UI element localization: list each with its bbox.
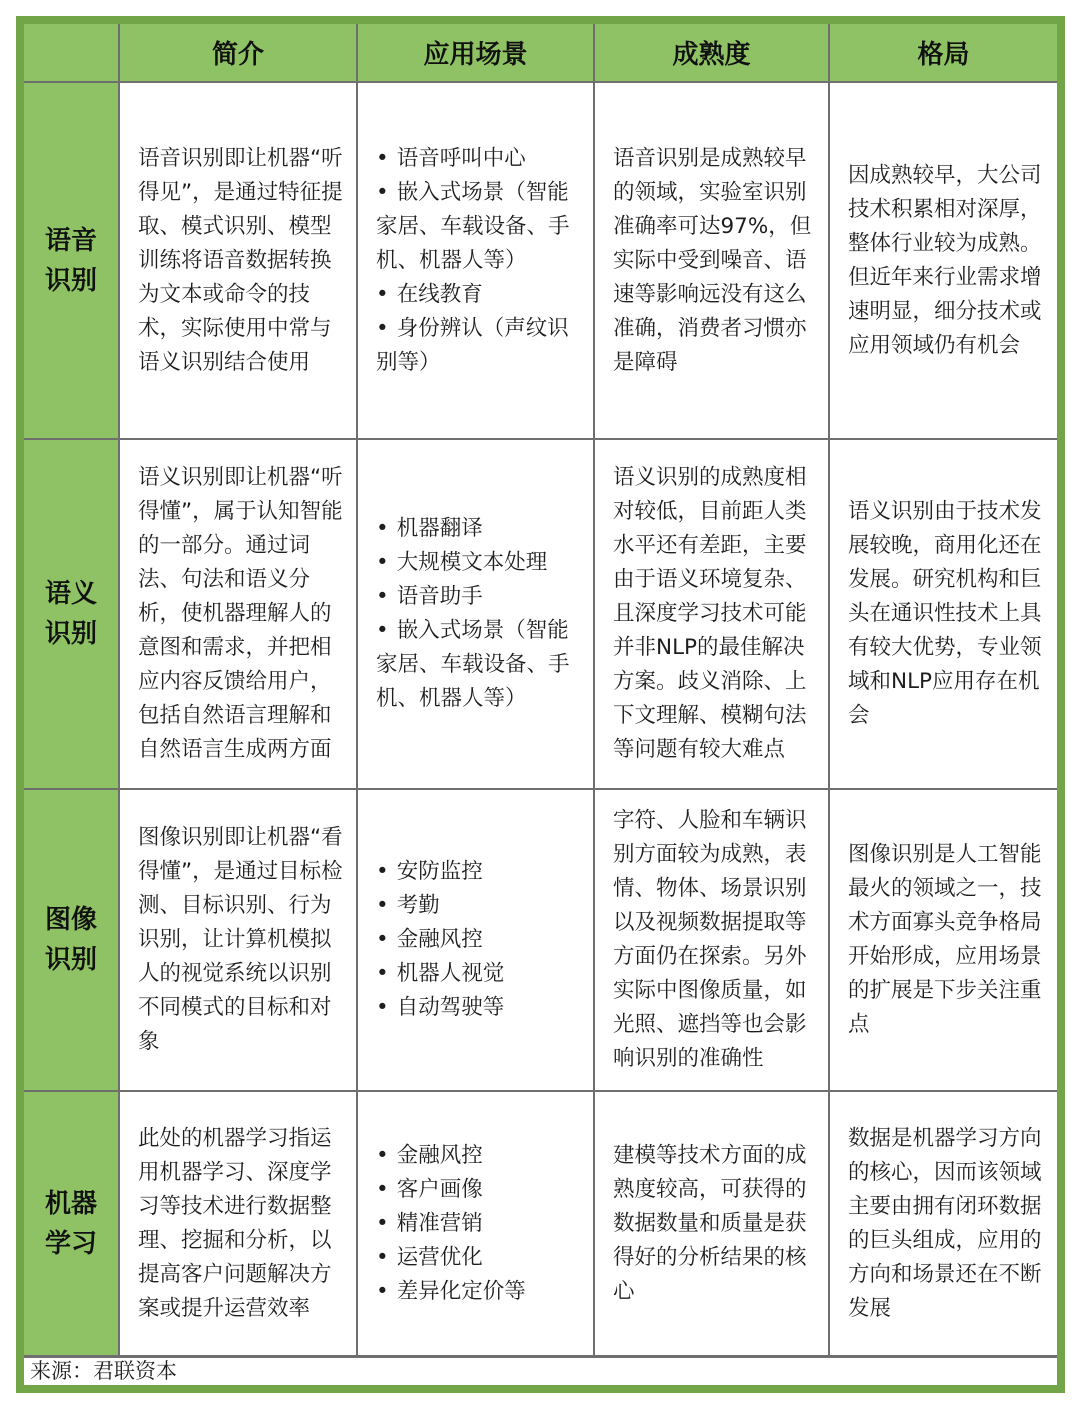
scenarios-cell [357,82,594,439]
list-item: • 客户画像 [376,1176,483,1202]
table-row [24,1091,1057,1356]
maturity-cell: 语音识别是成熟较早的领域，实验室识别准确率可达97%，但实际中受到噪音、语速等影响远没有这么准确，消费者习惯亦是障碍 [594,82,829,439]
list-item: • 机器人视觉 [376,961,505,986]
list-item: • 考勤 [376,893,440,918]
scenario-list [376,142,585,380]
intro-cell: 语音识别即让机器“听得见”，是通过特征提取、模式识别、模型训练将语音数据转换为文本或命令的技术，实际使用中常与语义识别结合使用 [119,82,357,439]
bullet-icon: • [376,281,389,307]
list-item: • 自动驾驶等 [376,995,505,1020]
bullet-icon: • [376,315,389,341]
scenario-list [376,512,585,716]
list-item: • 在线教育 [376,281,483,307]
row-heading-label: 语音识别 [44,225,97,296]
bullet-icon: • [376,145,389,171]
maturity-cell: 建模等技术方面的成熟度较高，可获得的数据数量和质量是获得好的分析结果的核心 [594,1091,829,1356]
list-item: • 运营优化 [376,1244,483,1270]
list-item: • 嵌入式场景（智能家居、车载设备、手机、机器人等） [376,618,570,711]
header-corner [24,24,119,82]
list-item: • 大规模文本处理 [376,550,548,575]
list-item: • 金融风控 [376,1142,483,1168]
row-heading-label: 机器学习 [44,1188,97,1259]
bullet-icon: • [376,1142,389,1168]
source-note: 来源：君联资本 [24,1356,1057,1385]
bullet-icon: • [376,961,389,986]
bullet-icon: • [376,1210,389,1236]
bullet-icon: • [376,1278,389,1304]
list-item: • 语音助手 [376,584,483,609]
table-frame [16,16,1065,1393]
header-maturity: 成熟度 [594,24,829,82]
scenarios-cell [357,789,594,1091]
landscape-cell: 数据是机器学习方向的核心，因而该领域主要由拥有闭环数据的巨头组成，应用的方向和场景还在不断发展 [829,1091,1057,1356]
bullet-icon: • [376,927,389,952]
scenarios-cell [357,439,594,789]
maturity-cell: 语义识别的成熟度相对较低，目前距人类水平还有差距，主要由于语义环境复杂、且深度学习技术可能并非NLP的最佳解决方案。歧义消除、上下文理解、模糊句法等问题有较大难点 [594,439,829,789]
intro-cell: 语义识别即让机器“听得懂”，属于认知智能的一部分。通过词法、句法和语义分析，使机器理解人的意图和需求，并把相应内容反馈给用户，包括自然语言理解和自然语言生成两方面 [119,439,357,789]
bullet-icon: • [376,1176,389,1202]
ai-tech-comparison-table [24,24,1057,1357]
table-row [24,789,1057,1091]
row-heading [24,789,119,1091]
list-item: • 安防监控 [376,859,483,884]
row-heading-label: 图像识别 [44,905,97,975]
row-heading [24,1091,119,1356]
header-landscape: 格局 [829,24,1057,82]
intro-cell: 此处的机器学习指运用机器学习、深度学习等技术进行数据整理、挖掘和分析，以提高客户问题解决方案或提升运营效率 [119,1091,357,1356]
bullet-icon: • [376,550,389,575]
bullet-icon: • [376,1244,389,1270]
bullet-icon: • [376,859,389,884]
bullet-icon: • [376,618,389,643]
header-scenarios: 应用场景 [357,24,594,82]
bullet-icon: • [376,584,389,609]
bullet-icon: • [376,179,389,205]
list-item: • 嵌入式场景（智能家居、车载设备、手机、机器人等） [376,179,570,273]
list-item: • 差异化定价等 [376,1278,526,1304]
list-item: • 身份辨认（声纹识别等） [376,315,569,375]
scenario-list [376,855,585,1025]
row-heading-label: 语义识别 [44,579,97,649]
intro-cell: 图像识别即让机器“看得懂”，是通过目标检测、目标识别、行为识别，让计算机模拟人的视觉系统以识别不同模式的目标和对象 [119,789,357,1091]
bullet-icon: • [376,995,389,1020]
scenarios-cell [357,1091,594,1356]
row-heading [24,82,119,439]
list-item: • 精准营销 [376,1210,483,1236]
bullet-icon: • [376,893,389,918]
landscape-cell: 语义识别由于技术发展较晚，商用化还在发展。研究机构和巨头在通识性技术上具有较大优势，专业领域和NLP应用存在机会 [829,439,1057,789]
landscape-cell: 因成熟较早，大公司技术积累相对深厚，整体行业较为成熟。但近年来行业需求增速明显，细分技术或应用领域仍有机会 [829,82,1057,439]
table-row [24,439,1057,789]
header-intro: 简介 [119,24,357,82]
maturity-cell: 字符、人脸和车辆识别方面较为成熟，表情、物体、场景识别以及视频数据提取等方面仍在探索。另外实际中图像质量，如光照、遮挡等也会影响识别的准确性 [594,789,829,1091]
scenario-list [376,1139,585,1309]
list-item: • 金融风控 [376,927,483,952]
header-row [24,24,1057,82]
landscape-cell: 图像识别是人工智能最火的领域之一，技术方面寡头竞争格局开始形成，应用场景的扩展是下步关注重点 [829,789,1057,1091]
bullet-icon: • [376,516,389,541]
table-row [24,82,1057,439]
list-item: • 语音呼叫中心 [376,145,526,171]
row-heading [24,439,119,789]
list-item: • 机器翻译 [376,516,483,541]
